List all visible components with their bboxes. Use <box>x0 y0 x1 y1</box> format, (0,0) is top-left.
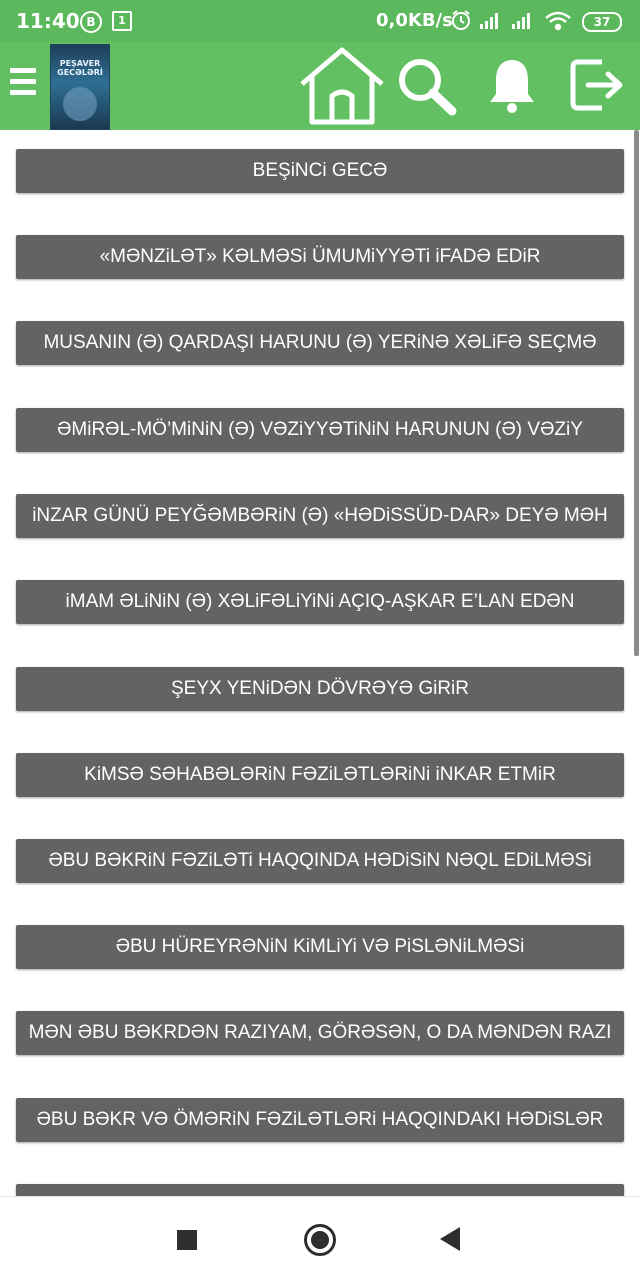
chapter-button[interactable]: ƏBU BƏKR VƏ ÖMƏRiN FƏZiLƏTLƏRi HAQQINDAKI HƏDiSLƏR <box>16 1098 624 1142</box>
chapter-list <box>0 130 640 1196</box>
menu-icon[interactable] <box>10 68 38 102</box>
back-triangle-icon[interactable] <box>440 1227 460 1251</box>
search-icon[interactable] <box>396 56 458 116</box>
status-bar <box>0 0 640 42</box>
chapter-button[interactable]: BEŞiNCi GECƏ <box>16 149 624 193</box>
chapter-button[interactable]: iMAM ƏLiNiN (Ə) XƏLiFƏLiYiNi AÇIQ-AŞKAR E’LAN EDƏN <box>16 580 624 624</box>
chapter-button[interactable]: ƏMiRƏL-MÖ’MiNiN (Ə) VƏZiYYƏTiNiN HARUNUN (Ə) VƏZiY <box>16 408 624 452</box>
b-notification-icon: B <box>80 11 102 33</box>
chapter-button[interactable]: «MƏNZiLƏT» KƏLMƏSi ÜMUMiYYƏTi iFADƏ EDiR <box>16 235 624 279</box>
chapter-button[interactable]: ƏBU HÜREYRƏNiN KiMLiYi VƏ PiSLƏNiLMƏSi <box>16 925 624 969</box>
chapter-button[interactable]: ƏBU BƏKRiN FƏZiLƏTi HAQQINDA HƏDiSiN NƏQL EDiLMƏSi <box>16 839 624 883</box>
book-cover-figure <box>63 87 97 121</box>
sim-notification-icon: 1 <box>112 11 132 31</box>
chapter-button-partial[interactable] <box>16 1184 624 1196</box>
chapter-button[interactable]: KiMSƏ SƏHABƏLƏRiN FƏZiLƏTLƏRiNi iNKAR ETMiR <box>16 753 624 797</box>
status-icons <box>450 8 580 34</box>
signal-1-icon <box>480 13 498 29</box>
chapter-button[interactable]: MƏN ƏBU BƏKRDƏN RAZIYAM, GÖRƏSƏN, O DA MƏNDƏN RAZI <box>16 1011 624 1055</box>
chapter-button[interactable]: ŞEYX YENiDƏN DÖVRƏYƏ GiRiR <box>16 667 624 711</box>
scrollbar[interactable] <box>634 130 639 656</box>
home-circle-icon[interactable] <box>304 1224 336 1256</box>
status-time: 11:40 <box>16 9 80 33</box>
book-cover-thumbnail[interactable] <box>50 44 110 130</box>
system-nav-bar <box>0 1196 640 1281</box>
alarm-icon <box>453 11 469 29</box>
network-speed: 0,0KB/s <box>376 10 453 31</box>
chapter-button[interactable]: MUSANIN (Ə) QARDAŞI HARUNU (Ə) YERiNƏ XƏLiFƏ SEÇMƏ <box>16 321 624 365</box>
app-bar <box>0 42 640 130</box>
wifi-icon <box>546 13 570 29</box>
exit-icon[interactable] <box>568 56 626 114</box>
home-icon[interactable] <box>298 46 386 126</box>
bell-icon[interactable] <box>486 56 538 114</box>
battery-icon: 37 <box>582 12 622 32</box>
signal-2-icon <box>512 13 530 29</box>
recents-icon[interactable] <box>177 1230 197 1250</box>
book-cover-title: PEŞAVER GECƏLƏRİ <box>57 59 103 77</box>
chapter-button[interactable]: iNZAR GÜNÜ PEYĞƏMBƏRiN (Ə) «HƏDiSSÜD-DAR» DEYƏ MƏH <box>16 494 624 538</box>
